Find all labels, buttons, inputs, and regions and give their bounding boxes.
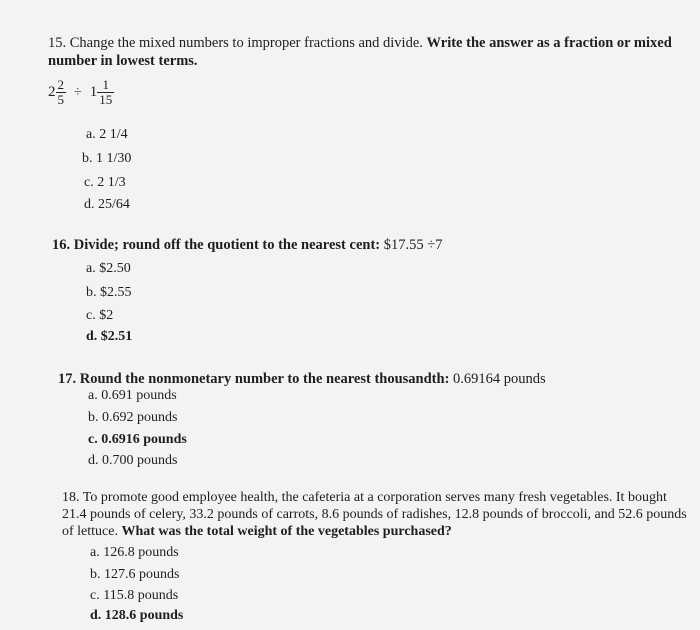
q15-option-d[interactable]: d. 25/64	[84, 197, 130, 212]
question-17	[58, 370, 678, 388]
q15-option-b[interactable]: b. 1 1/30	[82, 151, 132, 166]
question-18	[62, 489, 690, 540]
mixed-number-2-fraction: $\frac{1}{15}$	[99, 77, 113, 107]
q16-option-d[interactable]: d. $2.51	[86, 329, 133, 344]
mixed-number-1-fraction: $\frac{2}{5}$	[57, 77, 64, 107]
q16-option-b[interactable]: b. $2.55	[86, 285, 132, 300]
divide-operator: ÷	[74, 84, 82, 100]
q15-option-a[interactable]: a. 2 1/4	[86, 127, 128, 142]
question-15-stem: 15. Change the mixed numbers to improper fractions and divide. Write the answer as a fraction or mixed number in lowest terms.	[48, 35, 672, 69]
q18-option-b[interactable]: b. 127.6 pounds	[90, 567, 180, 582]
question-15	[48, 34, 688, 70]
q18-option-d[interactable]: d. 128.6 pounds	[90, 608, 184, 623]
q17-option-a[interactable]: a. 0.691 pounds	[88, 388, 177, 403]
q15-option-c[interactable]: c. 2 1/3	[84, 175, 126, 190]
q18-option-c[interactable]: c. 115.8 pounds	[90, 588, 179, 603]
question-18-stem: 18. To promote good employee health, the cafeteria at a corporation serves many fresh vegetables. It bought 21.4 pounds of celery, 33.2 pounds of carrots, 8.6 pounds of radishes, 12.8 pounds of broccoli, and 52.6 pounds of lettuce. What was the total weight of the vegetables purchased?	[62, 490, 687, 539]
question-15-expression	[48, 78, 114, 107]
q17-option-d[interactable]: d. 0.700 pounds	[88, 453, 178, 468]
q17-option-c[interactable]: c. 0.6916 pounds	[88, 432, 187, 447]
q16-option-a[interactable]: a. $2.50	[86, 261, 131, 276]
q18-option-a[interactable]: a. 126.8 pounds	[90, 545, 179, 560]
q16-option-c[interactable]: c. $2	[86, 308, 114, 323]
mixed-number-1-whole: 2	[48, 84, 56, 100]
question-16	[52, 236, 672, 254]
q17-option-b[interactable]: b. 0.692 pounds	[88, 410, 178, 425]
mixed-number-2-whole: 1	[89, 84, 98, 100]
question-17-stem: 17. Round the nonmonetary number to the nearest thousandth: 0.69164 pounds	[58, 371, 546, 387]
question-16-stem: 16. Divide; round off the quotient to the nearest cent: $17.55 ÷7	[52, 237, 443, 253]
